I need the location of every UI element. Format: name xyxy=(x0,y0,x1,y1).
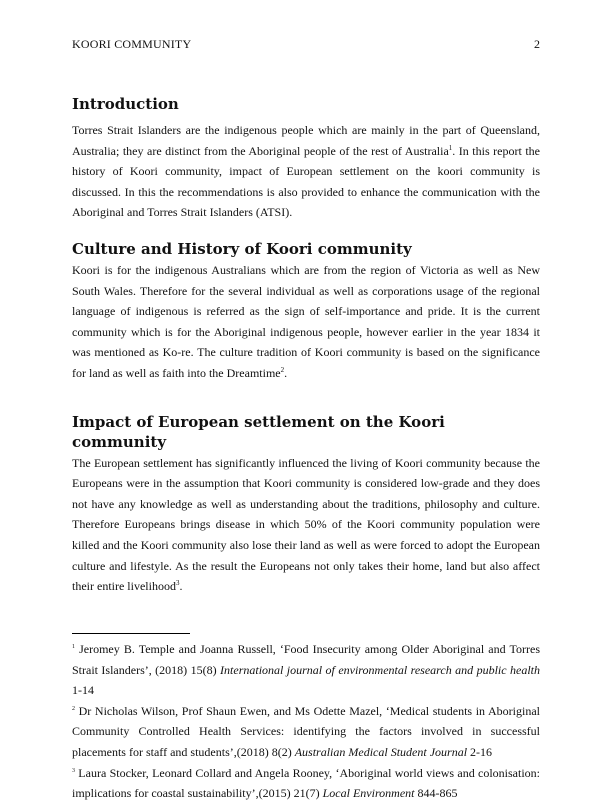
footnote-journal: Local Environment xyxy=(322,786,415,801)
section-paragraph xyxy=(72,453,540,597)
section-european-impact xyxy=(72,412,540,597)
section-culture-history xyxy=(72,239,540,384)
section-heading: Introduction xyxy=(72,95,179,113)
footnote-journal: International journal of environmental research and public health xyxy=(220,662,541,677)
paragraph-text: Koori is for the indigenous Australians which are from the region of Victoria as well as New South Wales. Therefore for the several individual as well as corporations usage of the regional language of indigenous is referred as the sign of self-importance and pride. It is the current community which is for the Aboriginal indigenous people, however earlier in the year 1834 it was mentioned as Ko-re. The culture tradition of Koori community is based on the significance for land as well as faith into the Dreamtime xyxy=(72,262,540,380)
section-heading: Impact of European settlement on the Koori community xyxy=(72,412,445,451)
footnote-text: Laura Stocker, Leonard Collard and Angela Rooney, ‘Aboriginal world views and colonisation: implications for coastal sustainability’,(2015) 21(7) xyxy=(72,765,540,801)
footnote-reference[interactable]: 2 xyxy=(280,365,285,374)
footnotes xyxy=(72,639,540,804)
footnote-number: 3 xyxy=(72,767,75,774)
footnote-reference[interactable]: 3 xyxy=(175,579,180,588)
footnote-number: 2 xyxy=(72,705,75,712)
document-body xyxy=(72,94,540,597)
section-introduction xyxy=(72,94,540,223)
footnote-reference[interactable]: 1 xyxy=(448,143,453,152)
section-paragraph xyxy=(72,260,540,384)
footnote-journal: Australian Medical Student Journal xyxy=(294,744,468,759)
paragraph-text: Torres Strait Islanders are the indigenous people which are mainly in the part of Queensland, Australia; they are distinct from the Aboriginal people of the rest of Australia xyxy=(72,123,540,158)
running-title: KOORI COMMUNITY xyxy=(72,37,192,51)
section-heading: Culture and History of Koori community xyxy=(72,239,412,258)
section-paragraph xyxy=(72,120,540,223)
footnote-text: Dr Nicholas Wilson, Prof Shaun Ewen, and Ms Odette Mazel, ‘Medical students in Aboriginal Community Controlled Health Services: identifying the factors involved in successful placements for staff and students’,(2018) 8(2) xyxy=(72,703,540,759)
footnote-pages: 1-14 xyxy=(72,683,94,698)
page-number: 2 xyxy=(534,37,540,51)
footnote-text: Jeromey B. Temple and Joanna Russell, ‘Food Insecurity among Older Aboriginal and Torres Strait Islanders’, (2018) 15(8) xyxy=(72,642,540,677)
paragraph-text: The European settlement has significantly influenced the living of Koori community because the Europeans were in the assumption that Koori community is considered low-grade and they does not have any knowledge as well as understanding about the traditions, philosophy and culture. Therefore Europeans brings disease in which 50% of the Koori community population were killed and the Koori community also lose their land as well as were forced to adopt the European culture and lifestyle. As the result the Europeans not only takes their home, land but also affect their entire livelihood xyxy=(72,455,540,594)
paragraph-text: . In this report the history of Koori community, impact of European settlement on the koori community is discussed. In this the recommendations is also provided to enhance the communication with the Aboriginal and Torres Strait Islanders (ATSI). xyxy=(72,143,540,220)
footnote-number: 1 xyxy=(72,644,75,650)
footnote-pages: 2-16 xyxy=(467,744,493,759)
footnote xyxy=(72,763,540,804)
footnote xyxy=(72,701,540,763)
running-header xyxy=(72,37,540,53)
footnote-pages: 844-865 xyxy=(414,786,458,801)
footnote xyxy=(72,639,540,701)
paragraph-text: . xyxy=(284,365,288,380)
footnote-separator xyxy=(72,633,190,634)
paragraph-text: . xyxy=(179,579,183,594)
